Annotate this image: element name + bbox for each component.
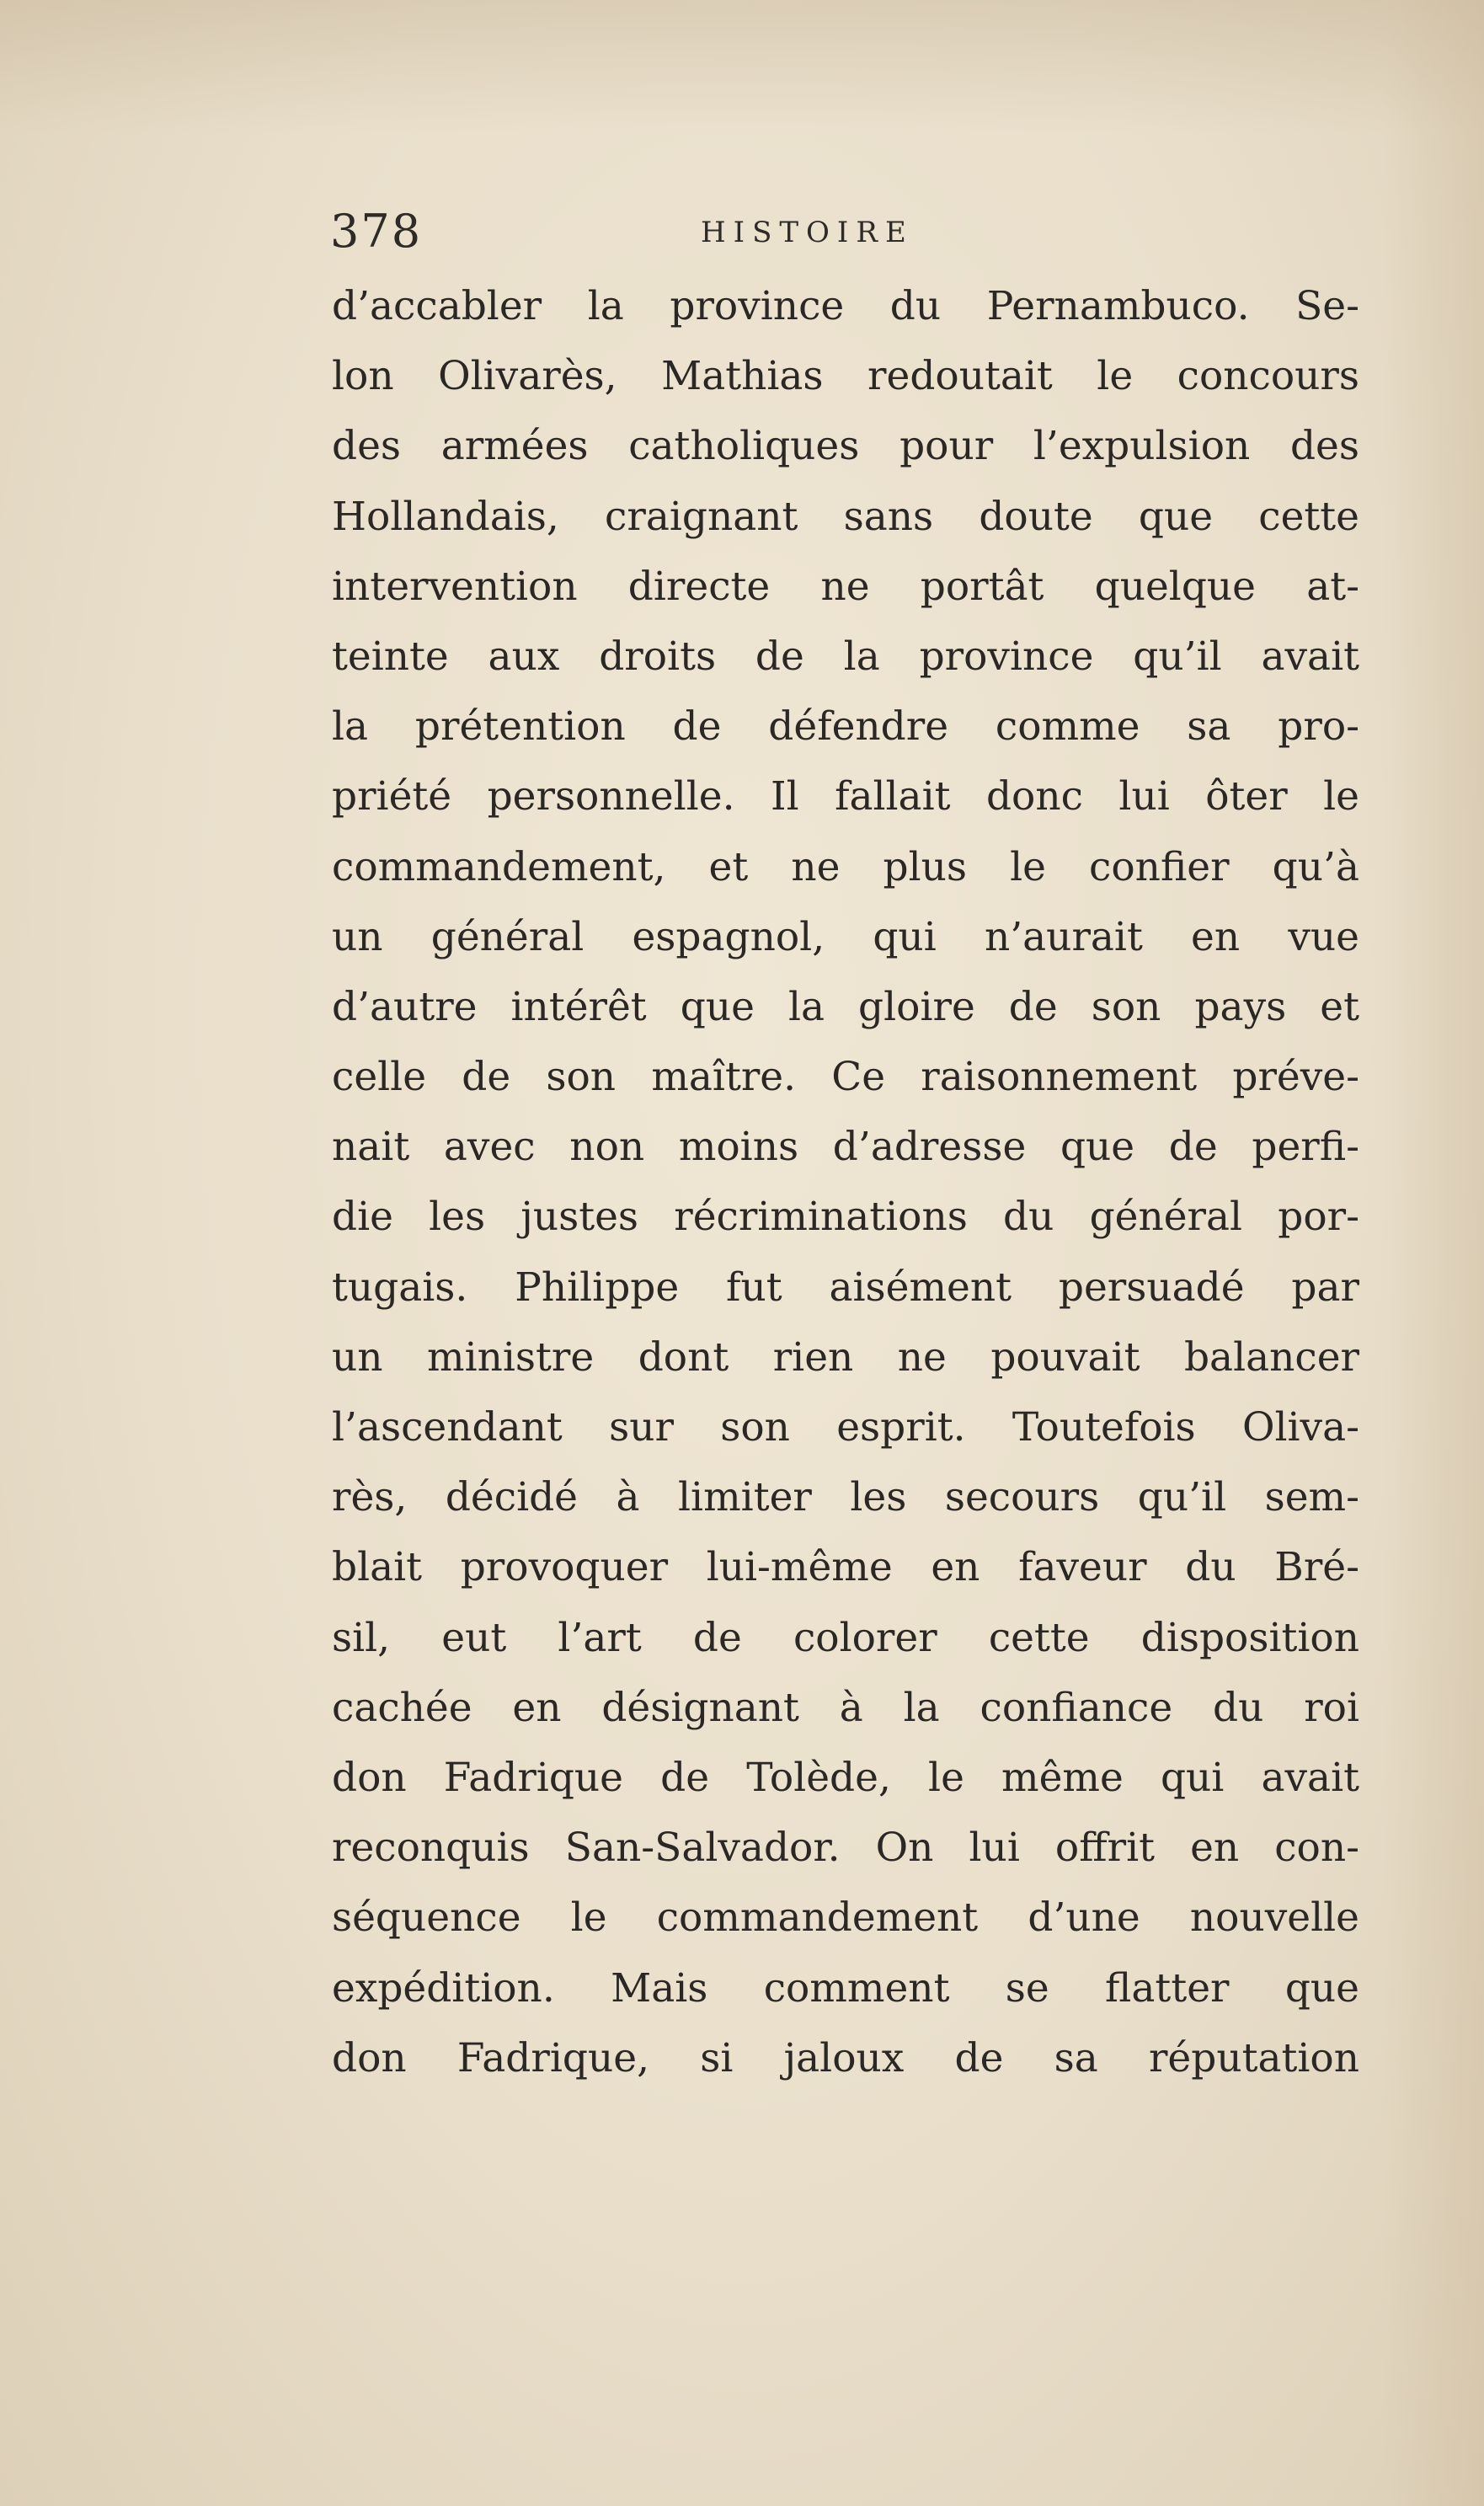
text-line: d’autre intérêt que la gloire de son pays et — [332, 983, 1359, 1030]
text-line: des armées catholiques pour l’expulsion des — [332, 423, 1359, 470]
text-line: celle de son maître. Ce raisonnement préve- — [332, 1054, 1359, 1101]
text-line: un ministre dont rien ne pouvait balancer — [332, 1333, 1359, 1381]
text-line: expédition. Mais comment se flatter que — [332, 1964, 1359, 2012]
body-text — [332, 271, 1359, 2093]
text-line: reconquis San-Salvador. On lui offrit en con- — [332, 1825, 1359, 1872]
text-line: cachée en désignant à la confiance du roi — [332, 1684, 1359, 1731]
page-number: 378 — [330, 205, 423, 258]
text-line: d’accabler la province du Pernambuco. Se- — [332, 283, 1359, 329]
page-shadow-top — [0, 0, 1484, 135]
page-shadow-right — [1383, 0, 1484, 2506]
text-line: blait provoquer lui-même en faveur du Bré- — [332, 1544, 1359, 1591]
text-line: Hollandais, craignant sans doute que cette — [332, 493, 1359, 540]
page-header — [330, 202, 1358, 261]
text-line: don Fadrique, si jaloux de sa réputation — [332, 2034, 1359, 2081]
text-line: la prétention de défendre comme sa pro- — [332, 703, 1359, 751]
running-head: HISTOIRE — [701, 216, 914, 249]
text-line: tugais. Philippe fut aisément persuadé par — [332, 1264, 1359, 1311]
text-line: l’ascendant sur son esprit. Toutefois Oliva- — [332, 1404, 1359, 1451]
text-line: intervention directe ne portât quelque at- — [332, 563, 1359, 610]
text-line: nait avec non moins d’adresse que de perfi- — [332, 1124, 1359, 1171]
text-line: teinte aux droits de la province qu’il avait — [332, 633, 1359, 680]
text-line: don Fadrique de Tolède, le même qui avait — [332, 1754, 1359, 1801]
text-line: sil, eut l’art de colorer cette disposition — [332, 1614, 1359, 1661]
text-line: die les justes récriminations du général por- — [332, 1194, 1359, 1241]
text-line: un général espagnol, qui n’aurait en vue — [332, 913, 1359, 960]
text-line: lon Olivarès, Mathias redoutait le concours — [332, 353, 1359, 400]
text-line: rès, décidé à limiter les secours qu’il sem- — [332, 1474, 1359, 1521]
text-line: priété personnelle. Il fallait donc lui ôter le — [332, 773, 1359, 820]
text-line: commandement, et ne plus le confier qu’à — [332, 843, 1359, 890]
text-line: séquence le commandement d’une nouvelle — [332, 1894, 1359, 1942]
